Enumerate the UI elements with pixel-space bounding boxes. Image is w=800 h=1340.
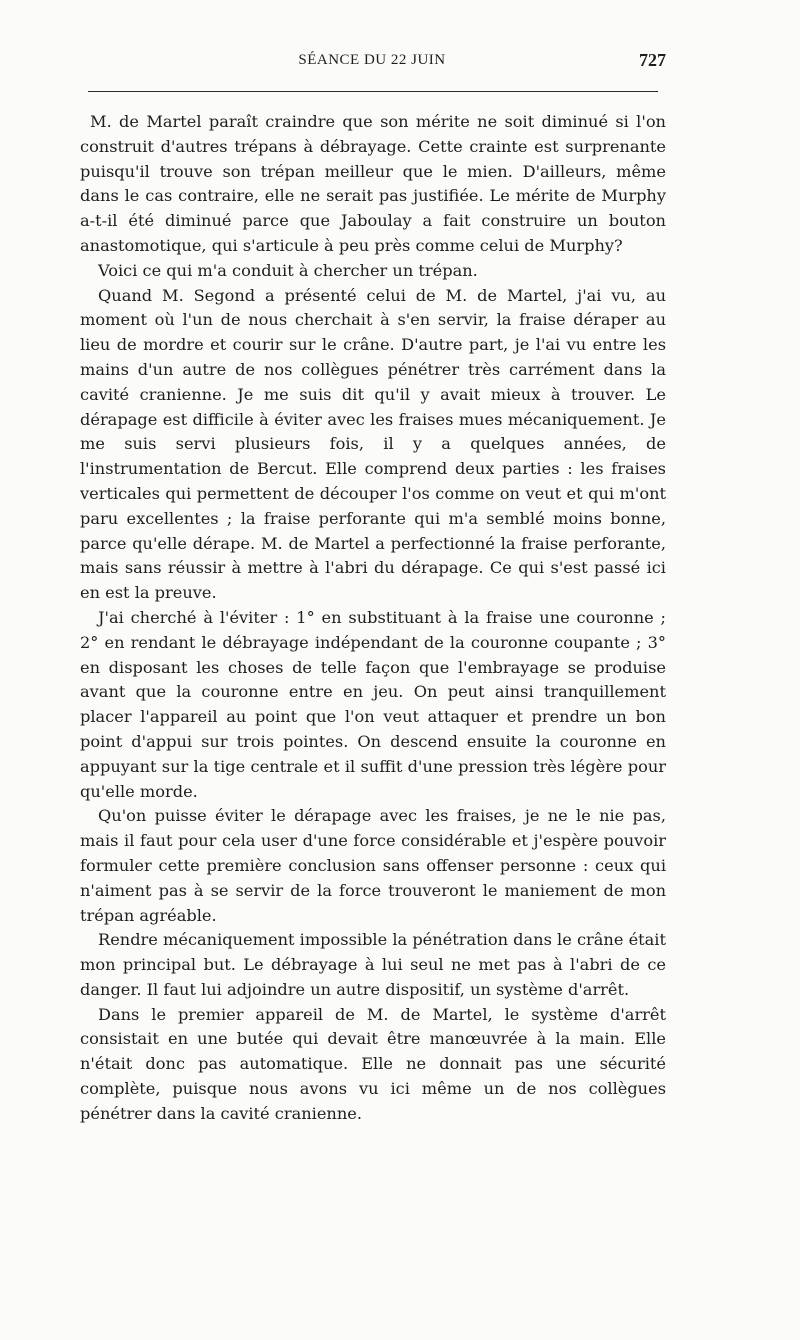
paragraph-couronne: J'ai cherché à l'éviter : 1° en substituant à la fraise une couronne ; 2° en rendant le débrayage indépendant de la couronne coupante ; 3° en disposant les choses de telle façon que l'embrayage se produise avant que la couronne entre en jeu. On peut ainsi tranquillement placer l'appareil au point que l'on veut attaquer et prendre un bon point d'appui sur trois pointes. On descend ensuite la couronne en appuyant sur la tige centrale et il suffit d'une pression très légère pour qu'elle morde. — [80, 607, 666, 801]
paragraph-arret: Dans le premier appareil de M. de Martel, le système d'arrêt consistait en une butée qui devait être manœuvrée à la main. Elle n'était donc pas automatique. Elle ne donnait pas une sécurité complète, puisque nous avons vu ici même un de nos collègues pénétrer dans la cavité cranienne. — [80, 1004, 666, 1123]
body-text — [80, 110, 666, 1127]
header-rule — [88, 91, 658, 92]
page-number: 727 — [639, 50, 666, 70]
paragraph-force: Qu'on puisse éviter le dérapage avec les fraises, je ne le nie pas, mais il faut pour cela user d'une force considérable et j'espère pouvoir formuler cette première conclusion sans offenser personne : ceux qui n'aiment pas à se servir de la force trouveront le maniement de mon trépan agréable. — [80, 806, 666, 925]
paragraph-penetration: Rendre mécaniquement impossible la pénétration dans le crâne était mon principal but. Le débrayage à lui seul ne met pas à l'abri de ce danger. Il faut lui adjoindre un autre dispositif, un système d'arrêt. — [80, 930, 666, 999]
paragraph-motivation: Voici ce qui m'a conduit à chercher un trépan. — [98, 260, 478, 280]
running-title: SÉANCE DU 22 JUIN — [298, 52, 446, 68]
paragraph-murphy: M. de Martel paraît craindre que son mérite ne soit diminué si l'on construit d'autres trépans à débrayage. Cette crainte est surprenante puisqu'il trouve son trépan meilleur que le mien. D'ailleurs, même dans le cas contraire, elle ne serait pas justifiée. Le mérite de Murphy a-t-il été diminué parce que Jaboulay a fait construire un bouton anastomotique, qui s'articule à peu près comme celui de Murphy? — [80, 112, 666, 255]
paragraph-segond: Quand M. Segond a présenté celui de M. de Martel, j'ai vu, au moment où l'un de nous cherchait à s'en servir, la fraise déraper au lieu de mordre et courir sur le crâne. D'autre part, je l'ai vu entre les mains d'un autre de nos collègues pénétrer très carrément dans la cavité cranienne. Je me suis dit qu'il y avait mieux à trouver. Le dérapage est difficile à éviter avec les fraises mues mécaniquement. Je me suis servi plusieurs fois, il y a quelques années, de l'instrumentation de Bercut. Elle comprend deux parties : les fraises verticales qui permettent de découper l'os comme on veut et qui m'ont paru excellentes ; la fraise perforante qui m'a semblé moins bonne, parce qu'elle dérape. M. de Martel a perfectionné la fraise perforante, mais sans réussir à mettre à l'abri du dérapage. Ce qui s'est passé ici en est la preuve. — [80, 285, 666, 603]
page-header — [78, 50, 666, 84]
